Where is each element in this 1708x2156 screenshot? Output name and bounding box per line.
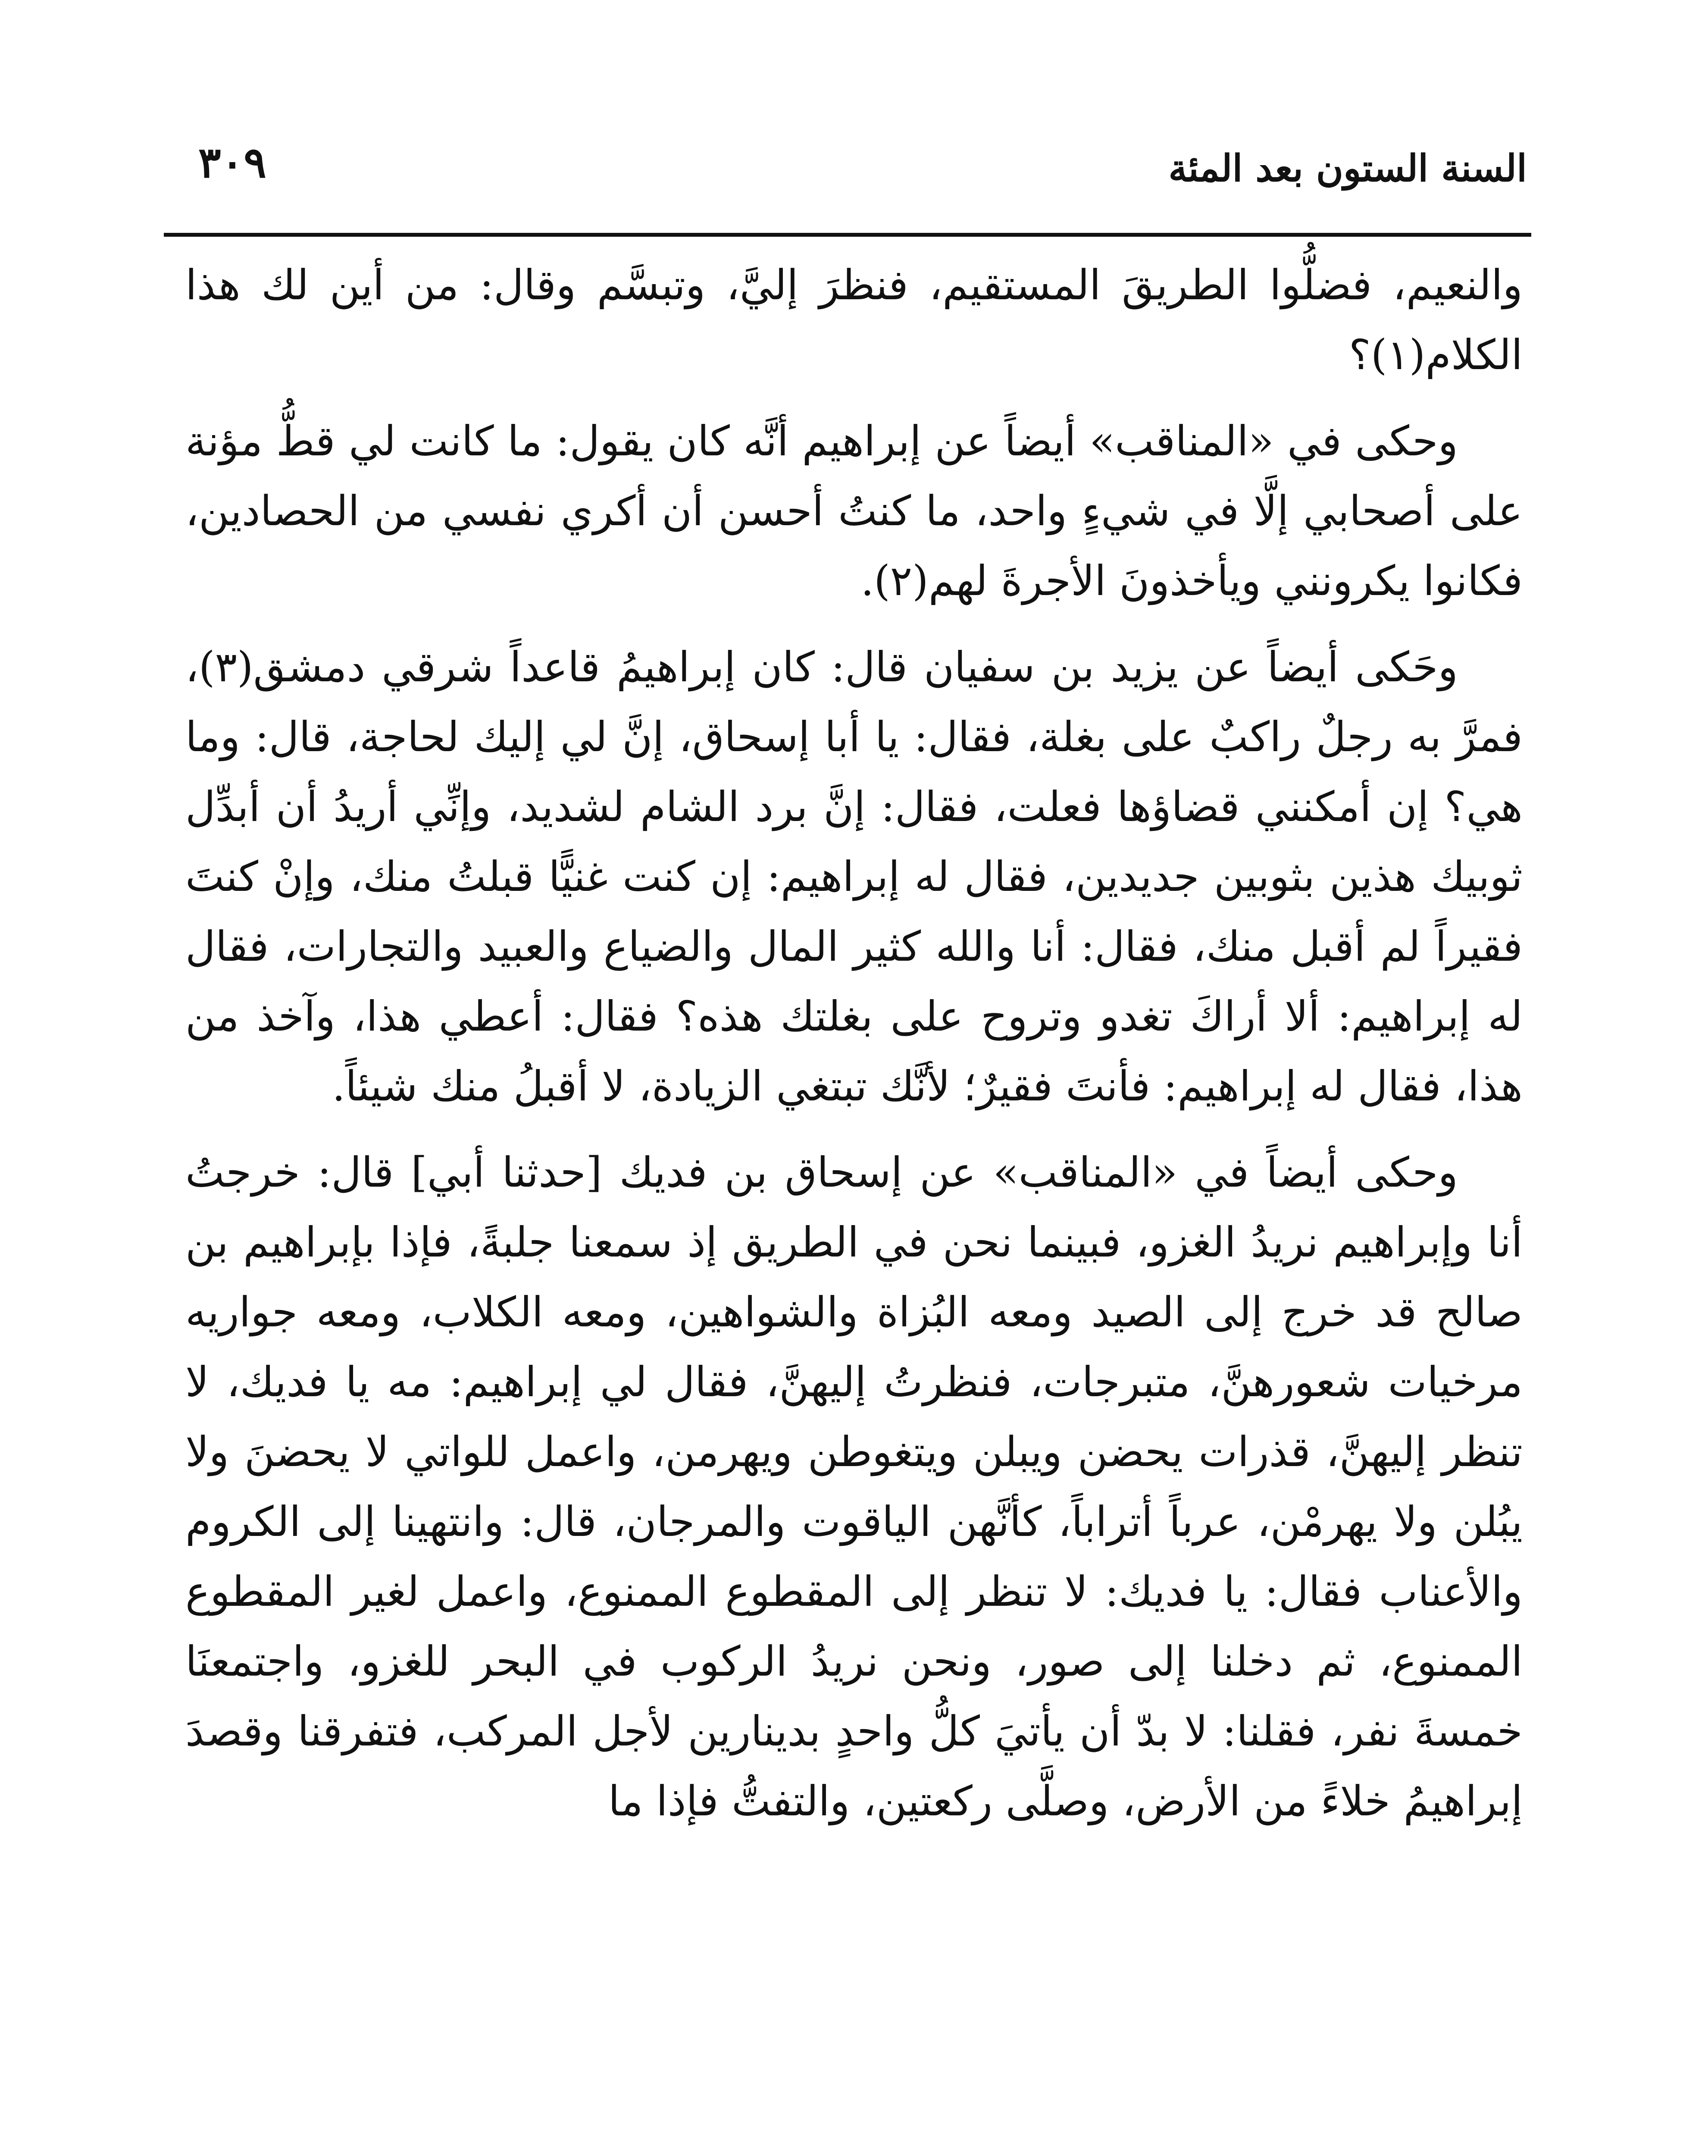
page-number: ٣٠٩: [198, 138, 266, 188]
body-text: [185, 250, 1523, 1852]
paragraph-3: وحَكى أيضاً عن يزيد بن سفيان قال: كان إبراهيمُ قاعداً شرقي دمشق(٣)، فمرَّ به رجلٌ راكبٌ على بغلة، فقال: يا أبا إسحاق، إنَّ لي إليك لحاجة، قال: وما هي؟ إن أمكنني قضاؤها فعلت، فقال: إنَّ برد الشام لشديد، وإنِّي أريدُ أن أبدِّل ثوبيك هذين بثوبين جديدين، فقال له إبراهيم: إن كنت غنيًّا قبلتُ منك، وإنْ كنتَ فقيراً لم أقبل منك، فقال: أنا والله كثير المال والضياع والعبيد والتجارات، فقال له إبراهيم: ألا أراكَ تغدو وتروح على بغلتك هذه؟ فقال: أعطي هذا، وآخذ من هذا، فقال له إبراهيم: فأنتَ فقيرٌ؛ لأنَّك تبتغي الزيادة، لا أقبلُ منك شيئاً.: [185, 643, 1523, 1110]
running-title: السنة الستون بعد المئة: [1168, 147, 1527, 190]
paragraph-2: وحكى في «المناقب» أيضاً عن إبراهيم أنَّه كان يقول: ما كانت لي قطُّ مؤنة على أصحابي إلَّا في شيءٍ واحد، ما كنتُ أحسن أن أكري نفسي من الحصادين، فكانوا يكرونني ويأخذونَ الأجرةَ لهم(٢).: [185, 417, 1523, 605]
header-rule: [164, 233, 1531, 237]
page-header: [181, 129, 1527, 207]
paragraph-4: وحكى أيضاً في «المناقب» عن إسحاق بن فديك [حدثنا أبي] قال: خرجتُ أنا وإبراهيم نريدُ الغزو، فبينما نحن في الطريق إذ سمعنا جلبةً، فإذا بإبراهيم بن صالح قد خرج إلى الصيد ومعه البُزاة والشواهين، ومعه الكلاب، ومعه جواريه مرخيات شعورهنَّ، متبرجات، فنظرتُ إليهنَّ، فقال لي إبراهيم: مه يا فديك، لا تنظر إليهنَّ، قذرات يحضن ويبلن ويتغوطن ويهرمن، واعمل للواتي لا يحضنَ ولا يبُلن ولا يهرمْن، عرباً أتراباً، كأنَّهن الياقوت والمرجان، قال: وانتهينا إلى الكروم والأعناب فقال: يا فديك: لا تنظر إلى المقطوع الممنوع، واعمل لغير المقطوع الممنوع، ثم دخلنا إلى صور، ونحن نريدُ الركوب في البحر للغزو، واجتمعنَا خمسةَ نفر، فقلنا: لا بدّ أن يأتيَ كلُّ واحدٍ بدينارين لأجل المركب، فتفرقنا وقصدَ إبراهيمُ خلاءً من الأرض، وصلَّى ركعتين، والتفتُّ فإذا ما: [185, 1148, 1523, 1825]
paragraph-1: والنعيم، فضلُّوا الطريقَ المستقيم، فنظرَ إليَّ، وتبسَّم وقال: من أين لك هذا الكلام(١)؟: [185, 261, 1523, 379]
